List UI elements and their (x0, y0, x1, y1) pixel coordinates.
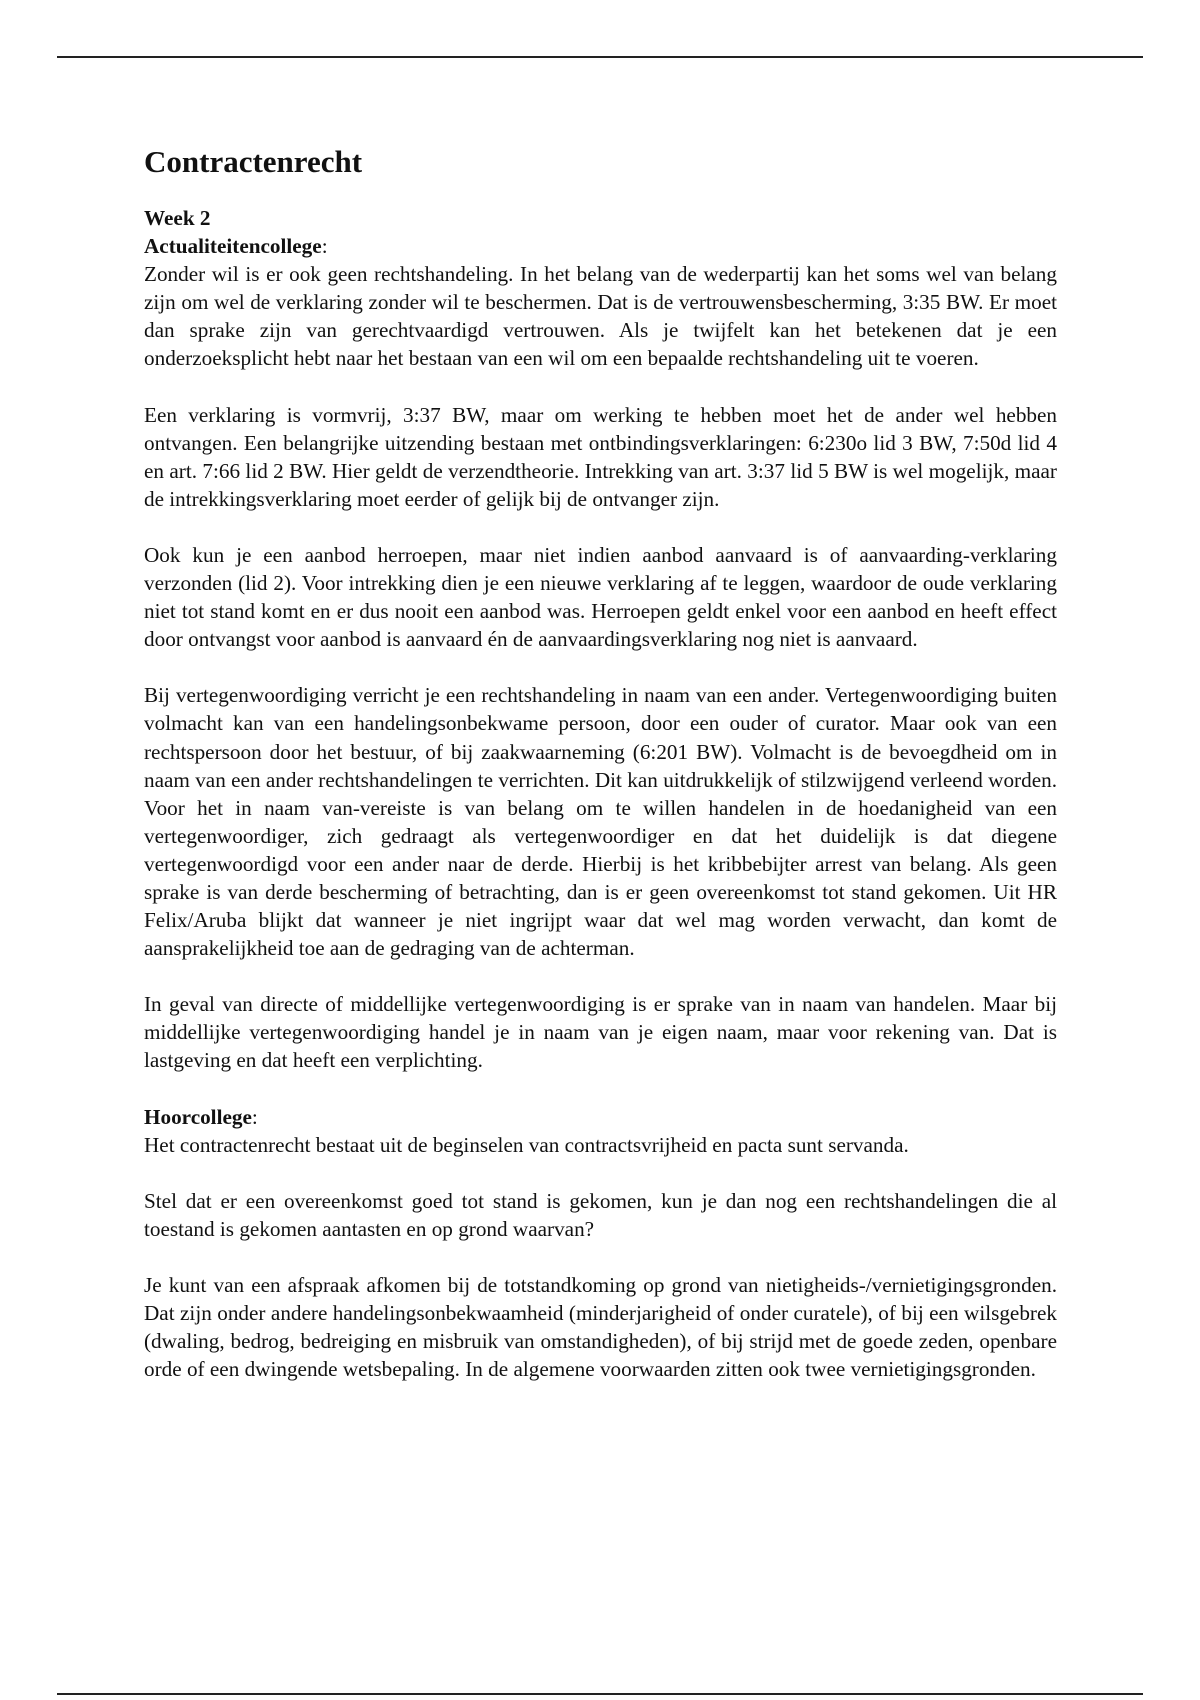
section-actualiteitencollege (144, 204, 1057, 373)
paragraph: Bij vertegenwoordiging verricht je een rechtshandeling in naam van een ander. Vertegenwoordiging buiten volmacht kan van een handelingsonbekwame persoon, door een ouder of curator. Maar ook van een rechtspersoon door het bestuur, of bij zaakwaarneming (6:201 BW). Volmacht is de bevoegdheid om in naam van een ander rechtshandelingen te verrichten. Dit kan uitdrukkelijk of stilzwijgend verleend worden. Voor het in naam van-vereiste is van belang om te willen handelen in de hoedanigheid van een vertegenwoordiger, zich gedraagt als vertegenwoordiger en dat het duidelijk is dat diegene vertegenwoordigd voor een ander naar de derde. Hierbij is het kribbebijter arrest van belang. Als geen sprake is van derde bescherming of betrachting, dan is er geen overeenkomst tot stand gekomen. Uit HR Felix/Aruba blijkt dat wanneer je niet ingrijpt waar dat wel mag worden verwacht, dan komt de aansprakelijkheid toe aan de gedraging van de achterman. (144, 683, 1057, 961)
paragraph: Het contractenrecht bestaat uit de beginselen van contractsvrijheid en pacta sunt servanda. (144, 1132, 909, 1157)
section-heading-suffix: : (251, 1104, 258, 1129)
section-heading: Hoorcollege (144, 1104, 252, 1129)
bottom-rule (57, 1693, 1143, 1695)
week-label: Week 2 (144, 206, 211, 230)
section-heading-line (144, 1103, 1057, 1131)
paragraph: Een verklaring is vormvrij, 3:37 BW, maar om werking te hebben moet het de ander wel hebben ontvangen. Een belangrijke uitzending bestaan met ontbindingsverklaringen: 6:230o lid 3 BW, 7:50d lid 4 en art. 7:66 lid 2 BW. Hier geldt de verzendtheorie. Intrekking van art. 3:37 lid 5 BW is wel mogelijk, maar de intrekkingsverklaring moet eerder of gelijk bij de ontvanger zijn. (144, 402, 1057, 511)
section-heading: Actualiteitencollege (144, 234, 322, 259)
top-rule (57, 56, 1143, 58)
paragraph: Je kunt van een afspraak afkomen bij de totstandkoming op grond van nietigheids-/vernietigingsgronden. Dat zijn onder andere handelingsonbekwaamheid (minderjarigheid of onder curatele), of bij een wilsgebrek (dwaling, bedrog, bedreiging en misbruik van omstandigheden), of bij strijd met de goede zeden, openbare orde of een dwingende wetsbepaling. In de algemene voorwaarden zitten ook twee vernietigingsgronden. (144, 1272, 1057, 1382)
paragraph: Stel dat er een overeenkomst goed tot stand is gekomen, kun je dan nog een rechtshandelingen die al toestand is gekomen aantasten en op grond waarvan? (144, 1188, 1057, 1241)
document-title: Contractenrecht (144, 144, 363, 179)
paragraph: In geval van directe of middellijke vertegenwoordiging is er sprake van in naam van handelen. Maar bij middellijke vertegenwoordiging handel je in naam van je eigen naam, maar voor rekening van. Dat is lastgeving en dat heeft een verplichting. (144, 992, 1057, 1073)
section-hoorcollege (144, 1103, 1057, 1159)
paragraph: Zonder wil is er ook geen rechtshandeling. In het belang van de wederpartij kan het soms wel van belang zijn om wel de verklaring zonder wil te beschermen. Dat is de vertrouwensbescherming, 3:35 BW. Er moet dan sprake zijn van gerechtvaardigd vertrouwen. Als je twijfelt kan het betekenen dat je een onderzoeksplicht hebt naar het bestaan van een wil om een bepaalde rechtshandeling uit te voeren. (144, 262, 1057, 371)
document-body (144, 142, 1057, 1411)
section-heading-suffix: : (321, 234, 328, 259)
section-heading-line (144, 232, 1057, 260)
paragraph: Ook kun je een aanbod herroepen, maar niet indien aanbod aanvaard is of aanvaarding-verklaring verzonden (lid 2). Voor intrekking dien je een nieuwe verklaring af te leggen, waardoor de oude verklaring niet tot stand komt en er dus nooit een aanbod was. Herroepen geldt enkel voor een aanbod en heeft effect door ontvangst voor aanbod is aanvaard én de aanvaardingsverklaring nog niet is aanvaard. (144, 542, 1057, 652)
